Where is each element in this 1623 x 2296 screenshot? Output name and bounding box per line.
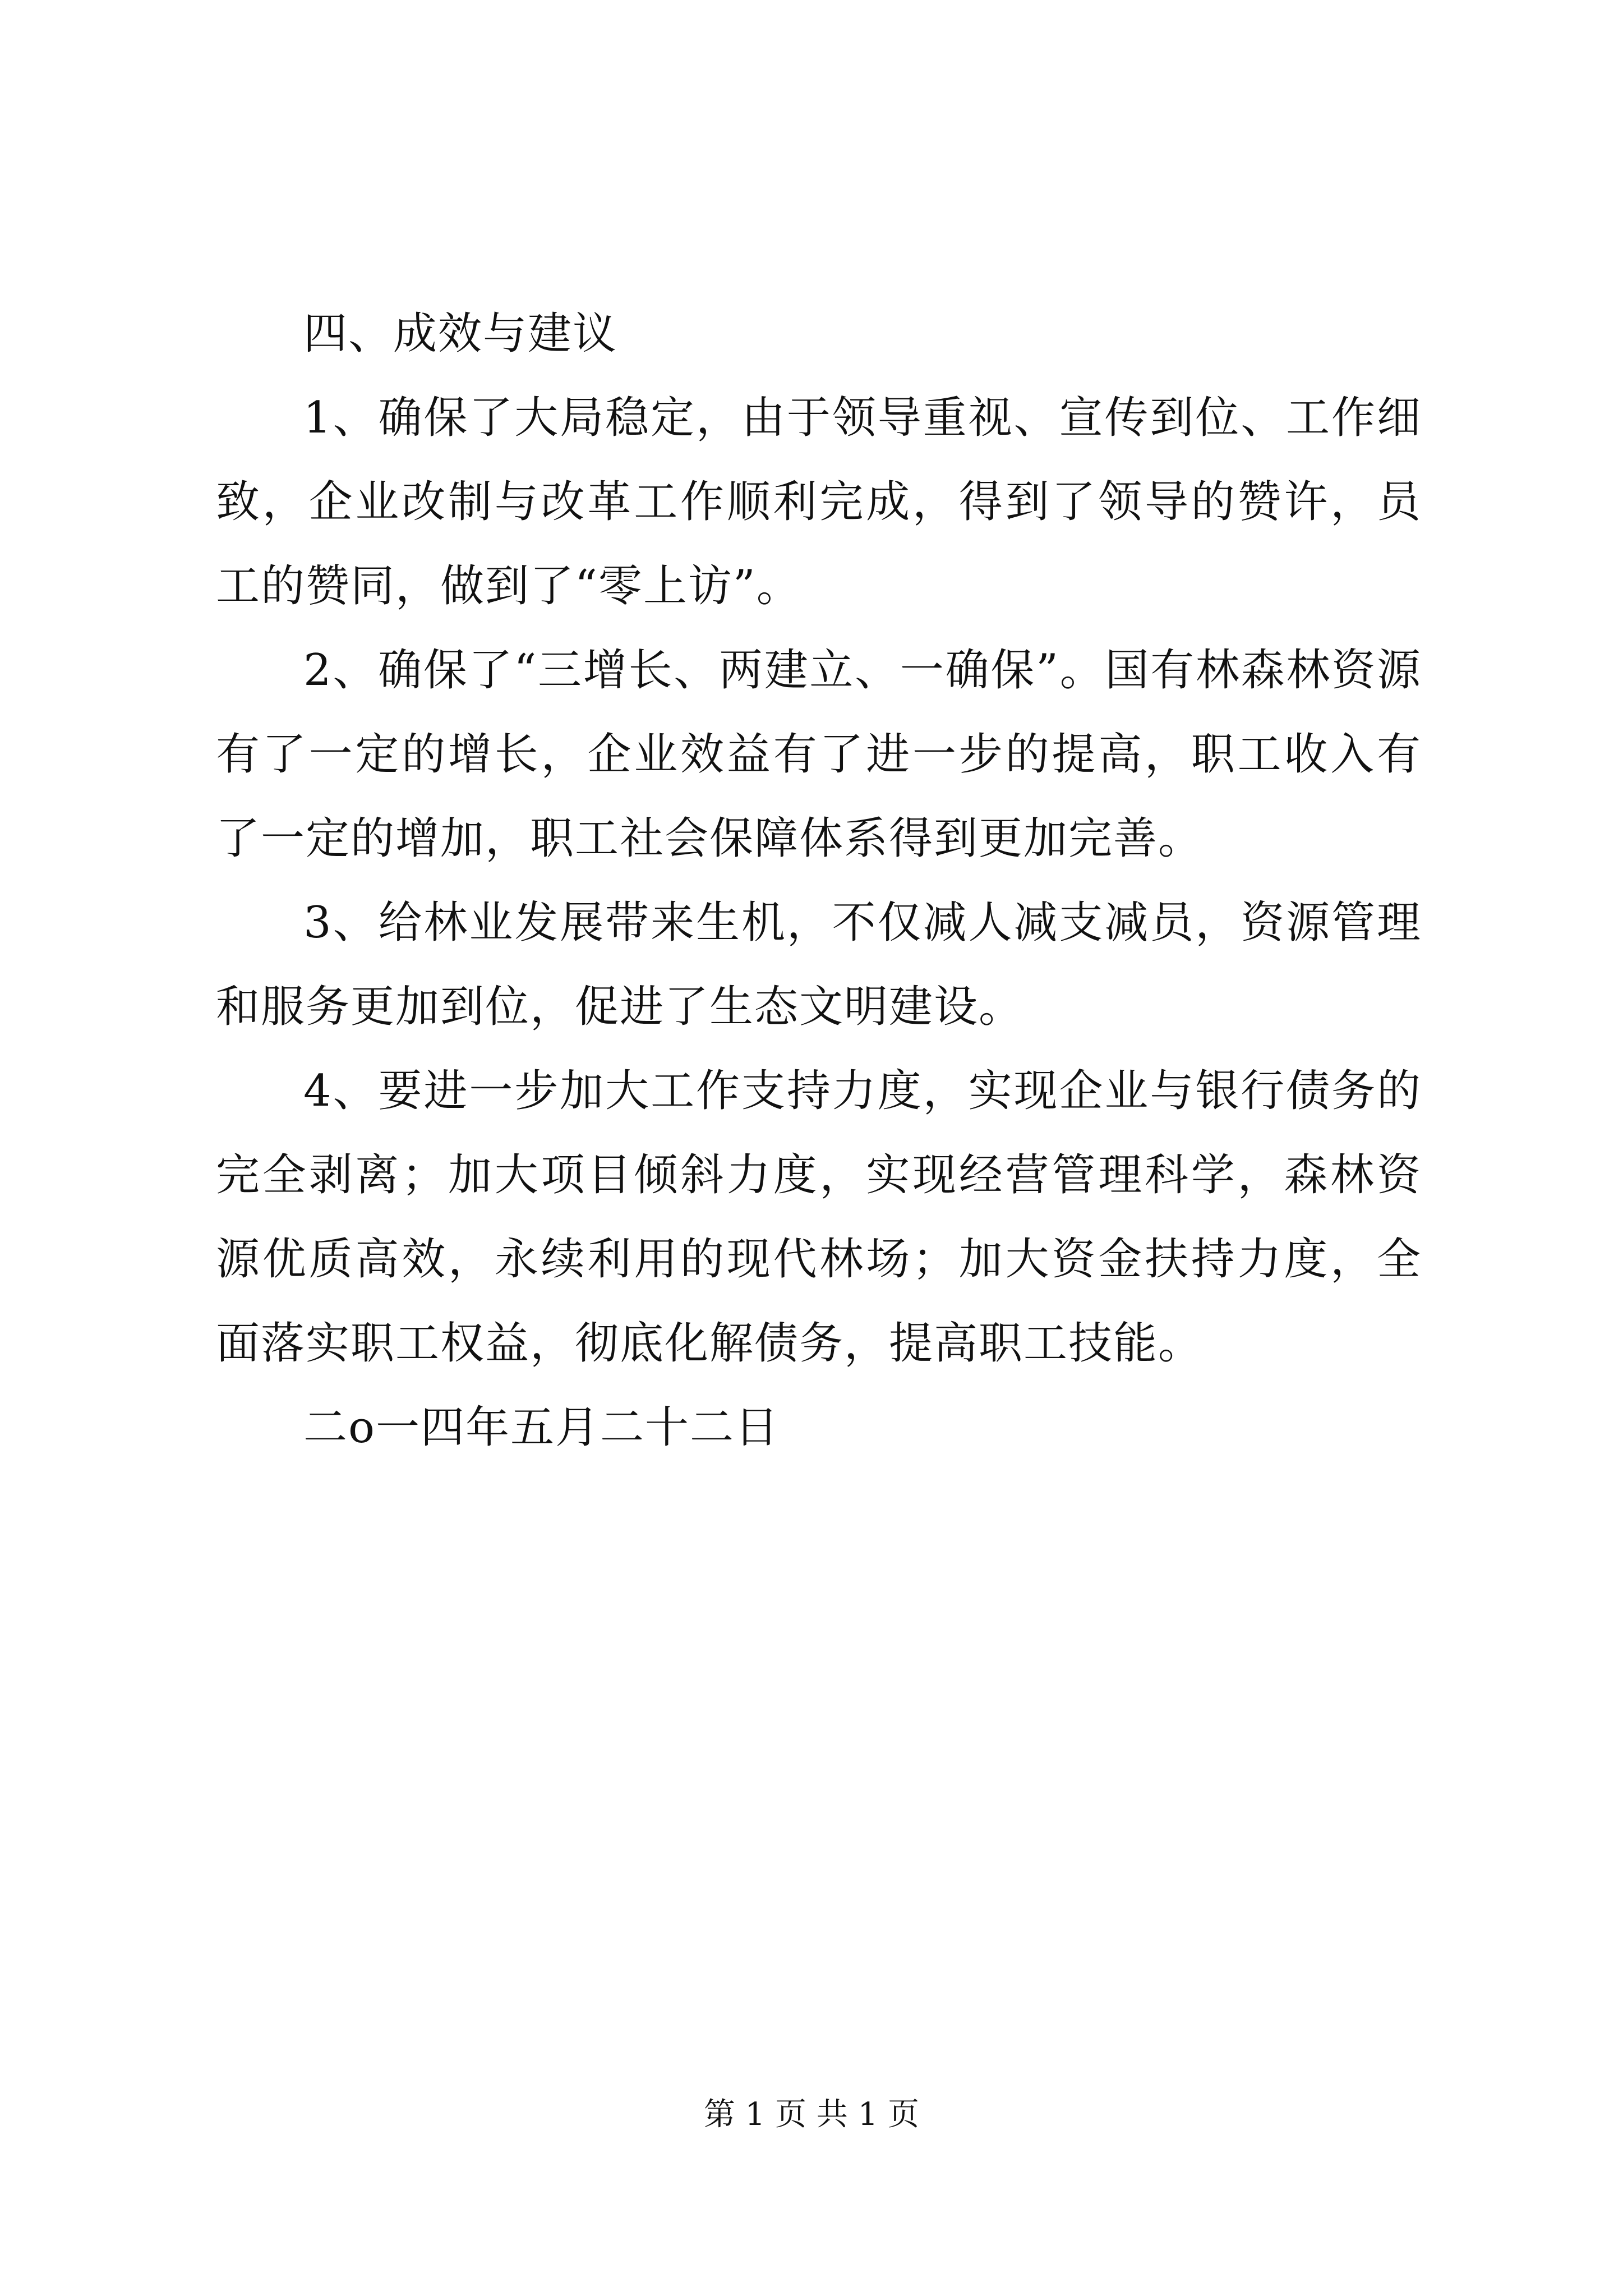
document-date: 二o一四年五月二十二日: [303, 1402, 780, 1453]
paragraph-3: 3、给林业发展带来生机，不仅减人减支减员，资源管理和服务更加到位，促进了生态文明建设。: [216, 898, 1422, 1032]
paragraph-1: 1、确保了大局稳定，由于领导重视、宣传到位、工作细致，企业改制与改革工作顺利完成，得到了领导的赞许，员工的赞同，做到了“零上访”。: [216, 393, 1422, 611]
document-body: [216, 292, 1422, 1470]
paragraph-2: 2、确保了“三增长、两建立、一确保”。国有林森林资源有了一定的增长，企业效益有了进一步的提高，职工收入有了一定的增加，职工社会保障体系得到更加完善。: [216, 645, 1422, 864]
paragraph-4: 4、要进一步加大工作支持力度，实现企业与银行债务的完全剥离；加大项目倾斜力度，实现经营管理科学，森林资源优质高效，永续利用的现代林场；加大资金扶持力度，全面落实职工权益，彻底化解债务，提高职工技能。: [216, 1066, 1422, 1369]
section-heading: 四、成效与建议: [303, 309, 618, 359]
page-footer: 第 1 页 共 1 页: [703, 2096, 920, 2133]
